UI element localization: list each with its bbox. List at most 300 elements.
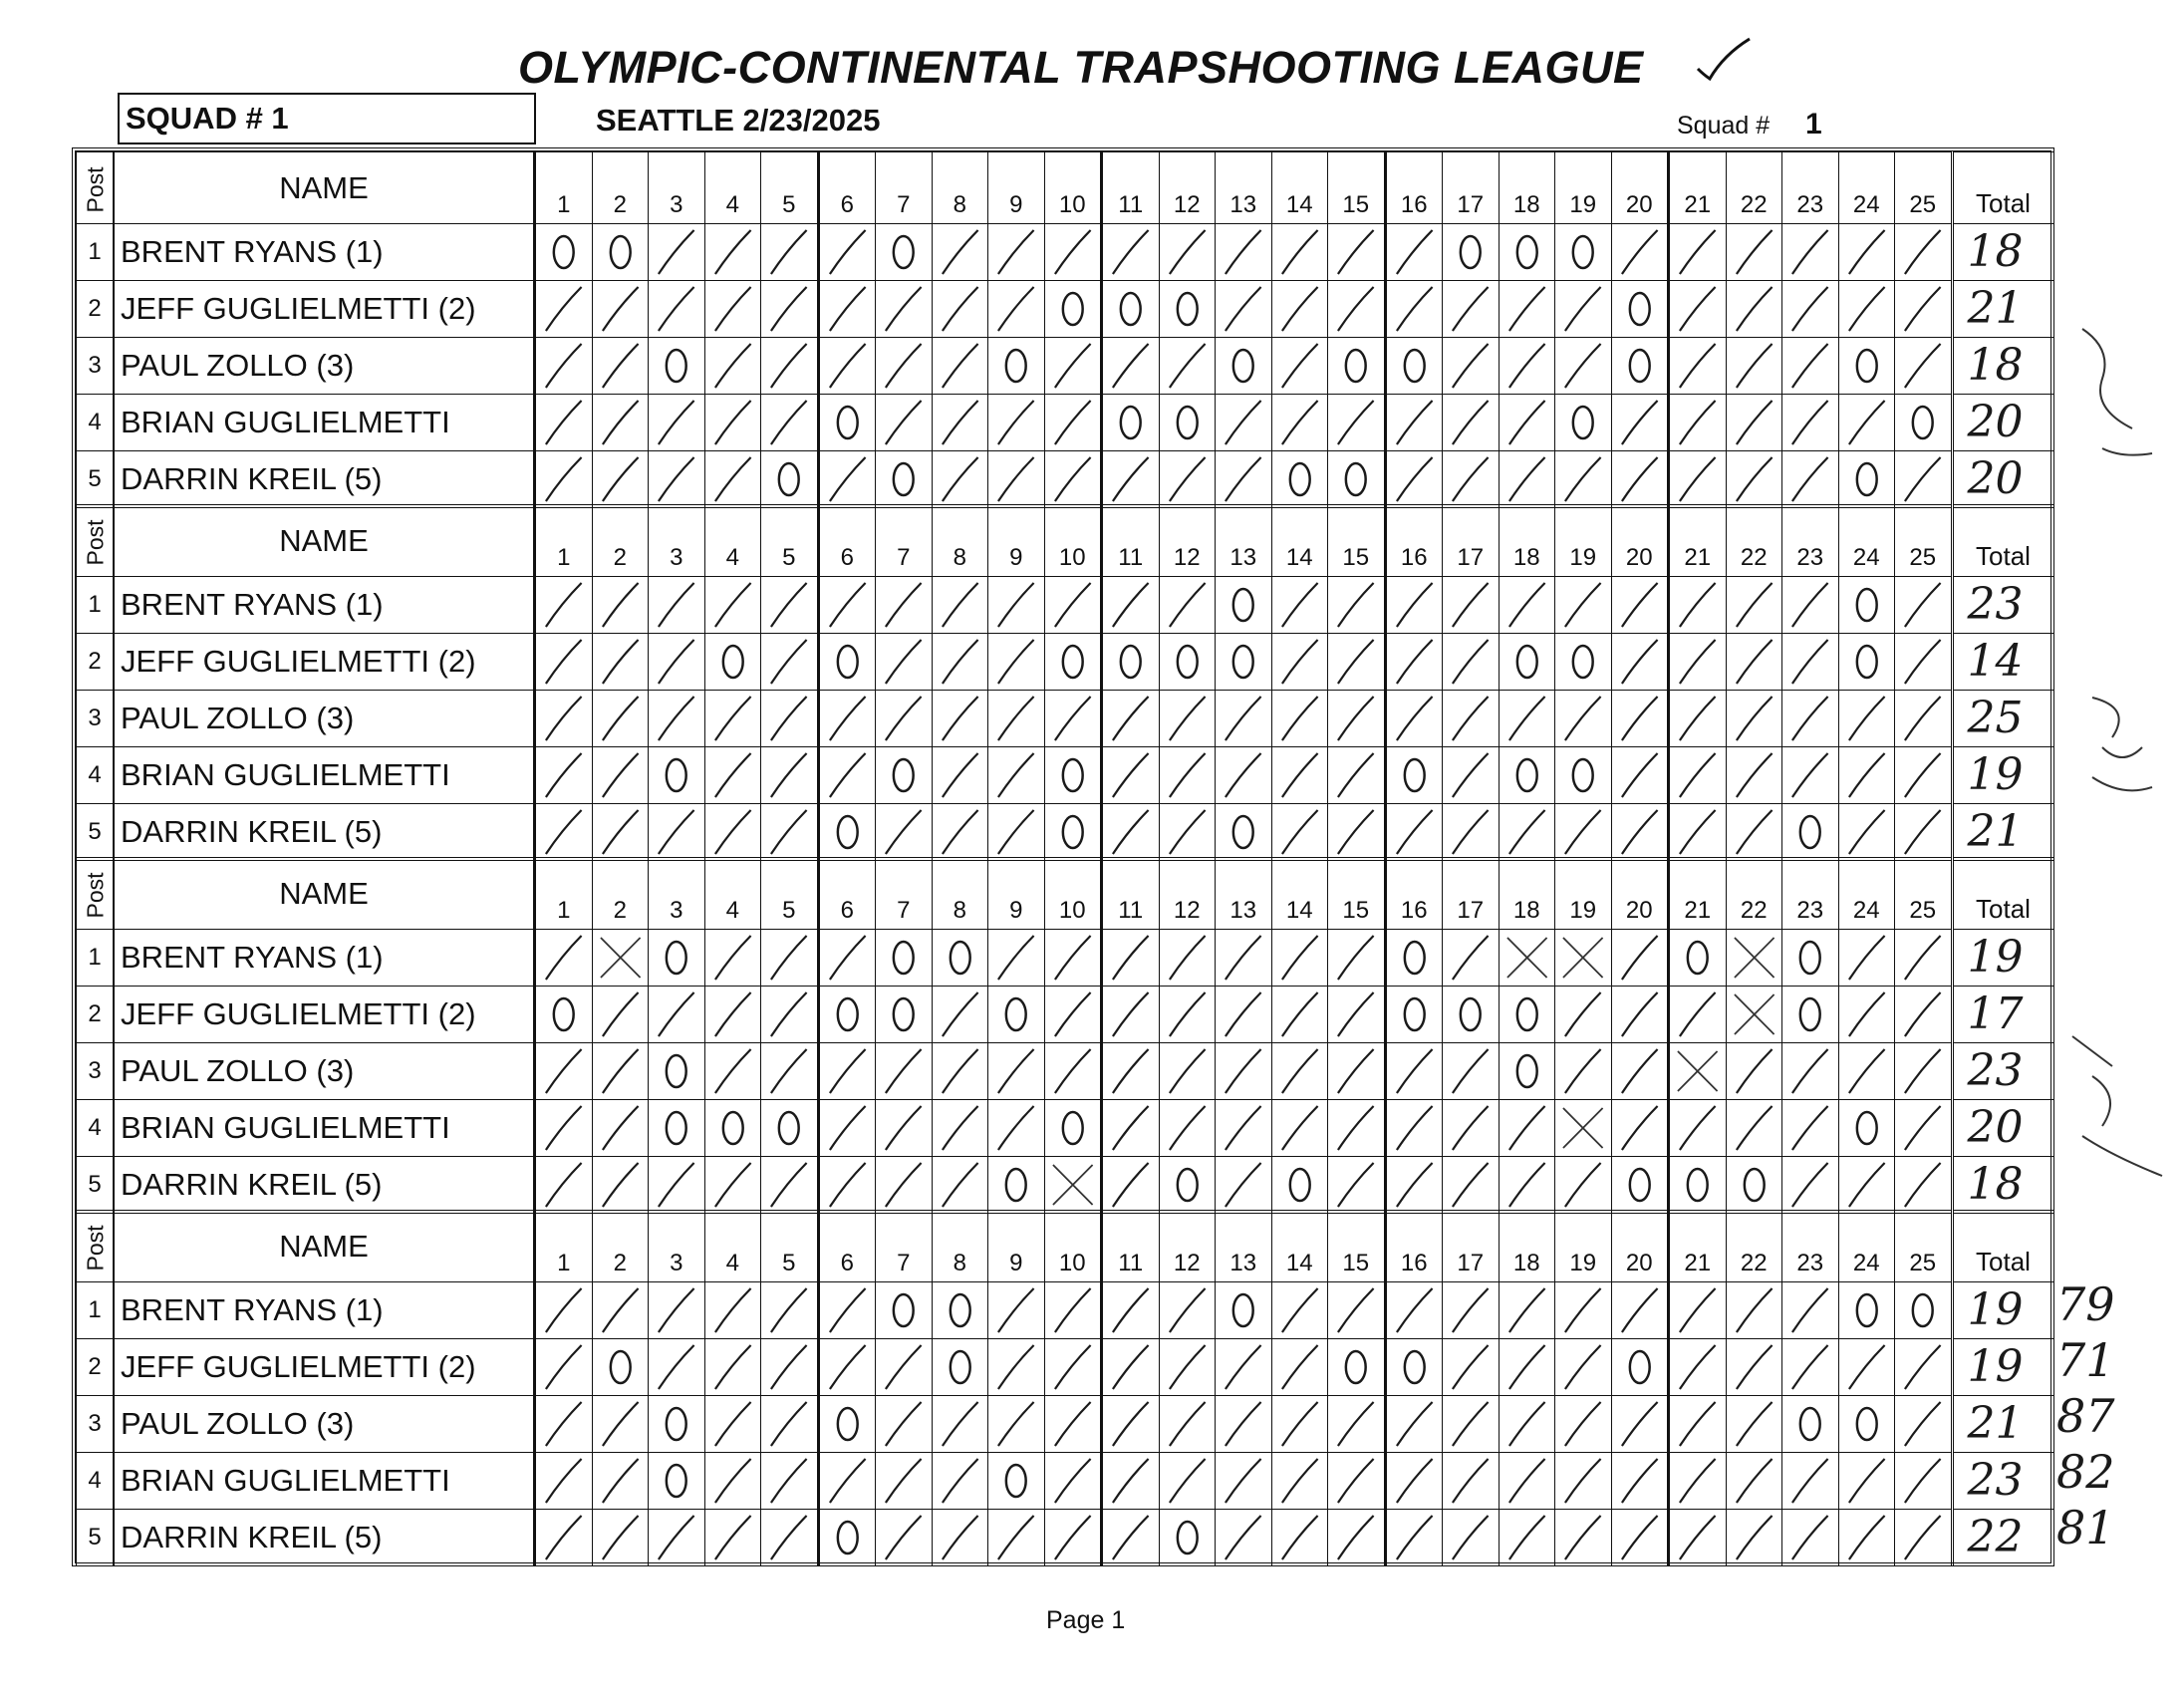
- hit-mark-icon: [1272, 747, 1328, 803]
- shooter-row: [77, 224, 2054, 281]
- target-cell: [932, 1043, 988, 1100]
- round-total: 19: [1967, 1341, 2024, 1392]
- hit-mark-icon: [593, 1510, 649, 1565]
- target-cell: [876, 804, 933, 861]
- target-cell: [592, 987, 649, 1043]
- target-cell: [818, 747, 876, 804]
- target-cell: [704, 1396, 761, 1453]
- shooter-row: [77, 1339, 2054, 1396]
- target-cell: [1044, 577, 1102, 634]
- target-cell: [876, 577, 933, 634]
- target-number-header: 11: [1102, 505, 1160, 577]
- hit-mark-icon: [1216, 930, 1271, 986]
- miss-mark-icon: [1839, 338, 1895, 394]
- target-cell: [761, 987, 819, 1043]
- hit-mark-icon: [705, 987, 761, 1042]
- target-cell: [649, 1043, 705, 1100]
- post-number: 3: [77, 1043, 115, 1100]
- target-number-header: 7: [876, 858, 933, 930]
- target-cell: [1216, 395, 1272, 451]
- target-cell: [1895, 1510, 1953, 1566]
- target-number-header: 18: [1499, 1211, 1555, 1282]
- target-cell: [1271, 987, 1328, 1043]
- target-cell: [1895, 577, 1953, 634]
- target-cell: [1044, 691, 1102, 747]
- hit-mark-icon: [1272, 1043, 1328, 1099]
- target-number-header: 8: [932, 858, 988, 930]
- miss-mark-icon: [1216, 577, 1271, 633]
- hit-mark-icon: [649, 451, 704, 507]
- hit-mark-icon: [1839, 1043, 1895, 1099]
- target-cell: [1555, 987, 1612, 1043]
- hit-mark-icon: [933, 691, 988, 746]
- target-number-header: 1: [535, 152, 593, 224]
- target-cell: [1328, 224, 1386, 281]
- hit-mark-icon: [593, 395, 649, 450]
- hit-mark-icon: [1328, 1043, 1384, 1099]
- post-number: 1: [77, 577, 115, 634]
- target-cell: [1385, 281, 1443, 338]
- hit-mark-icon: [1443, 338, 1499, 394]
- round-total: 18: [1967, 1159, 2024, 1210]
- target-cell: [704, 338, 761, 395]
- hit-mark-icon: [705, 395, 761, 450]
- target-cell: [535, 987, 593, 1043]
- target-cell: [1782, 1100, 1839, 1157]
- target-cell: [649, 577, 705, 634]
- target-number-header: 2: [592, 858, 649, 930]
- target-cell: [1443, 451, 1500, 508]
- target-cell: [932, 1157, 988, 1214]
- shooter-name: BRIAN GUGLIELMETTI: [114, 1453, 535, 1510]
- hit-mark-icon: [1839, 804, 1895, 860]
- miss-mark-icon: [1500, 1043, 1555, 1099]
- target-cell: [1271, 634, 1328, 691]
- miss-mark-icon: [1670, 1157, 1726, 1213]
- miss-mark-icon: [1443, 987, 1499, 1042]
- hit-mark-icon: [593, 1157, 649, 1213]
- hit-mark-icon: [1387, 281, 1443, 337]
- round-total: 19: [1967, 749, 2024, 800]
- target-cell: [535, 1453, 593, 1510]
- hit-mark-icon: [1272, 338, 1328, 394]
- hit-mark-icon: [876, 1339, 932, 1395]
- target-cell: [535, 634, 593, 691]
- hit-mark-icon: [1555, 987, 1611, 1042]
- target-cell: [1102, 691, 1160, 747]
- miss-mark-icon: [705, 634, 761, 690]
- target-cell: [1328, 634, 1386, 691]
- target-cell: [592, 747, 649, 804]
- target-number-header: 9: [988, 1211, 1045, 1282]
- post-number: 3: [77, 338, 115, 395]
- target-cell: [1895, 338, 1953, 395]
- shooter-row: [77, 930, 2054, 987]
- round-total: 19: [1967, 932, 2024, 983]
- hit-mark-icon: [1727, 1043, 1782, 1099]
- miss-mark-icon: [988, 1453, 1044, 1509]
- target-cell: [1895, 747, 1953, 804]
- shooter-row: [77, 1510, 2054, 1566]
- hit-mark-icon: [705, 1043, 761, 1099]
- post-header: Post: [77, 505, 115, 577]
- target-number-header: 20: [1611, 152, 1669, 224]
- post-number: 4: [77, 1453, 115, 1510]
- target-cell: [1159, 1282, 1216, 1339]
- post-number: 2: [77, 1339, 115, 1396]
- target-cell: [704, 1043, 761, 1100]
- hit-mark-icon: [1272, 577, 1328, 633]
- target-cell: [1216, 1100, 1272, 1157]
- miss-mark-icon: [1839, 577, 1895, 633]
- hit-mark-icon: [1216, 1453, 1271, 1509]
- hit-mark-icon: [933, 451, 988, 507]
- target-cell: [1555, 395, 1612, 451]
- target-cell: [1669, 281, 1727, 338]
- target-cell: [1216, 634, 1272, 691]
- target-cell: [761, 1339, 819, 1396]
- target-cell: [932, 1396, 988, 1453]
- target-number-header: 5: [761, 1211, 819, 1282]
- target-cell: [592, 1339, 649, 1396]
- target-cell: [1044, 1396, 1102, 1453]
- target-number-header: 9: [988, 858, 1045, 930]
- target-cell: [818, 1453, 876, 1510]
- hit-mark-icon: [593, 577, 649, 633]
- check-mark-icon: [1694, 35, 1754, 85]
- target-cell: [818, 338, 876, 395]
- target-cell: [1782, 1157, 1839, 1214]
- target-cell: [1216, 338, 1272, 395]
- target-cell: [704, 224, 761, 281]
- target-cell: [1555, 577, 1612, 634]
- hit-mark-icon: [1727, 1396, 1782, 1452]
- target-cell: [1838, 1339, 1895, 1396]
- shooter-row: [77, 451, 2054, 508]
- target-cell: [1271, 395, 1328, 451]
- target-number-header: 4: [704, 858, 761, 930]
- target-cell: [1611, 634, 1669, 691]
- hit-mark-icon: [876, 1510, 932, 1565]
- shooter-name: BRIAN GUGLIELMETTI: [114, 747, 535, 804]
- hit-mark-icon: [1612, 987, 1668, 1042]
- hit-mark-icon: [536, 1282, 592, 1338]
- target-cell: [1216, 691, 1272, 747]
- hit-mark-icon: [1839, 1339, 1895, 1395]
- grand-total-5: 81: [2056, 1501, 2115, 1554]
- hit-mark-icon: [1328, 577, 1384, 633]
- target-cell: [818, 224, 876, 281]
- miss-mark-icon: [1160, 634, 1216, 690]
- hit-mark-icon: [876, 395, 932, 450]
- hit-mark-icon: [1328, 1453, 1384, 1509]
- round-table: [76, 857, 2054, 1214]
- target-cell: [988, 451, 1045, 508]
- round-total: 25: [1967, 693, 2024, 743]
- target-cell: [1443, 224, 1500, 281]
- miss-mark-icon: [1782, 987, 1838, 1042]
- hit-mark-icon: [1045, 1339, 1101, 1395]
- target-cell: [1555, 634, 1612, 691]
- hit-mark-icon: [1387, 691, 1443, 746]
- target-cell: [592, 804, 649, 861]
- target-number-header: 13: [1216, 152, 1272, 224]
- round-total-cell: [1952, 930, 2053, 987]
- hit-mark-icon: [1160, 224, 1216, 280]
- hit-mark-icon: [761, 930, 817, 986]
- target-cell: [1555, 1510, 1612, 1566]
- hit-mark-icon: [1555, 281, 1611, 337]
- target-cell: [1499, 1339, 1555, 1396]
- hit-mark-icon: [1782, 338, 1838, 394]
- target-cell: [1838, 451, 1895, 508]
- target-number-header: 4: [704, 505, 761, 577]
- hit-mark-icon: [593, 338, 649, 394]
- target-cell: [1443, 1043, 1500, 1100]
- post-number: 2: [77, 987, 115, 1043]
- target-number-header: 3: [649, 1211, 705, 1282]
- post-number: 1: [77, 1282, 115, 1339]
- target-cell: [1611, 987, 1669, 1043]
- target-cell: [1555, 281, 1612, 338]
- target-cell: [704, 804, 761, 861]
- target-cell: [1555, 224, 1612, 281]
- target-cell: [1499, 987, 1555, 1043]
- target-cell: [1159, 747, 1216, 804]
- target-cell: [535, 281, 593, 338]
- target-cell: [1611, 1339, 1669, 1396]
- target-cell: [704, 634, 761, 691]
- hit-mark-icon: [761, 1282, 817, 1338]
- target-cell: [1044, 451, 1102, 508]
- target-cell: [1443, 1157, 1500, 1214]
- hit-mark-icon: [593, 1100, 649, 1156]
- target-cell: [592, 1510, 649, 1566]
- hit-mark-icon: [1443, 281, 1499, 337]
- hit-mark-icon: [1500, 804, 1555, 860]
- target-cell: [1385, 224, 1443, 281]
- target-cell: [876, 1282, 933, 1339]
- target-cell: [1385, 395, 1443, 451]
- target-cell: [1044, 747, 1102, 804]
- target-cell: [704, 691, 761, 747]
- target-cell: [1385, 691, 1443, 747]
- hit-mark-icon: [988, 691, 1044, 746]
- target-cell: [761, 1453, 819, 1510]
- miss-mark-icon: [536, 987, 592, 1042]
- hit-mark-icon: [1328, 930, 1384, 986]
- shooter-row: [77, 1043, 2054, 1100]
- target-cell: [1895, 451, 1953, 508]
- miss-mark-icon: [1045, 804, 1101, 860]
- target-cell: [704, 1282, 761, 1339]
- target-cell: [649, 634, 705, 691]
- target-cell: [1271, 281, 1328, 338]
- miss-mark-icon: [1839, 1100, 1895, 1156]
- hit-mark-icon: [1839, 281, 1895, 337]
- hit-mark-icon: [988, 224, 1044, 280]
- target-cell: [1328, 1157, 1386, 1214]
- target-cell: [761, 634, 819, 691]
- target-cell: [1102, 577, 1160, 634]
- target-cell: [1216, 1453, 1272, 1510]
- target-cell: [1385, 1100, 1443, 1157]
- hit-mark-icon: [1555, 1043, 1611, 1099]
- hit-mark-icon: [1443, 1453, 1499, 1509]
- hit-mark-icon: [705, 1157, 761, 1213]
- hit-mark-icon: [536, 395, 592, 450]
- target-cell: [1443, 634, 1500, 691]
- hit-mark-icon: [1782, 1100, 1838, 1156]
- hit-mark-icon: [705, 281, 761, 337]
- hit-mark-icon: [1727, 804, 1782, 860]
- miss-mark-icon: [1555, 224, 1611, 280]
- target-number-header: 13: [1216, 858, 1272, 930]
- target-cell: [704, 1157, 761, 1214]
- total-header: Total: [1952, 505, 2053, 577]
- hit-mark-icon: [1612, 395, 1668, 450]
- target-number-header: 25: [1895, 505, 1953, 577]
- target-number-header: 22: [1726, 505, 1782, 577]
- shooter-name: PAUL ZOLLO (3): [114, 338, 535, 395]
- round-total-cell: [1952, 1510, 2053, 1566]
- target-cell: [1159, 451, 1216, 508]
- hit-mark-icon: [1670, 281, 1726, 337]
- target-cell: [932, 281, 988, 338]
- hit-mark-icon: [820, 451, 876, 507]
- hit-mark-icon: [649, 1510, 704, 1565]
- hit-mark-icon: [1612, 1510, 1668, 1565]
- target-number-header: 23: [1782, 858, 1839, 930]
- hit-mark-icon: [649, 281, 704, 337]
- target-cell: [1385, 451, 1443, 508]
- target-cell: [1895, 395, 1953, 451]
- round-total: 18: [1967, 226, 2024, 277]
- hit-mark-icon: [761, 577, 817, 633]
- hit-mark-icon: [1727, 747, 1782, 803]
- hit-mark-icon: [1670, 804, 1726, 860]
- target-number-header: 21: [1669, 858, 1727, 930]
- target-cell: [988, 1100, 1045, 1157]
- round-table: [76, 151, 2054, 508]
- name-header: NAME: [114, 152, 535, 224]
- target-cell: [1555, 1453, 1612, 1510]
- target-number-header: 21: [1669, 152, 1727, 224]
- miss-mark-icon: [1045, 634, 1101, 690]
- hit-mark-icon: [1612, 1396, 1668, 1452]
- hit-mark-icon: [536, 1100, 592, 1156]
- hit-mark-icon: [1782, 1043, 1838, 1099]
- hit-mark-icon: [1272, 691, 1328, 746]
- hit-mark-icon: [1555, 1453, 1611, 1509]
- hit-mark-icon: [1500, 1282, 1555, 1338]
- target-cell: [1102, 1100, 1160, 1157]
- post-number: 3: [77, 1396, 115, 1453]
- target-cell: [1669, 1396, 1727, 1453]
- hit-mark-icon: [1160, 1282, 1216, 1338]
- target-number-header: 11: [1102, 1211, 1160, 1282]
- target-cell: [1669, 1282, 1727, 1339]
- hit-mark-icon: [1443, 1157, 1499, 1213]
- target-cell: [1385, 747, 1443, 804]
- hit-mark-icon: [536, 338, 592, 394]
- target-number-header: 19: [1555, 505, 1612, 577]
- hit-mark-icon: [1670, 338, 1726, 394]
- miss-mark-icon: [1500, 634, 1555, 690]
- hit-mark-icon: [1500, 1396, 1555, 1452]
- hit-mark-icon: [933, 395, 988, 450]
- target-cell: [1216, 1396, 1272, 1453]
- hit-mark-icon: [1160, 1396, 1216, 1452]
- post-number: 5: [77, 451, 115, 508]
- hit-mark-icon: [1103, 1396, 1159, 1452]
- target-cell: [535, 1339, 593, 1396]
- miss-mark-icon: [876, 987, 932, 1042]
- target-cell: [818, 1100, 876, 1157]
- miss-mark-icon: [649, 1396, 704, 1452]
- hit-mark-icon: [761, 987, 817, 1042]
- hit-mark-icon: [1160, 1339, 1216, 1395]
- round-total-cell: [1952, 1339, 2053, 1396]
- target-cell: [1669, 1339, 1727, 1396]
- target-cell: [1044, 930, 1102, 987]
- target-number-header: 1: [535, 858, 593, 930]
- target-cell: [1385, 930, 1443, 987]
- hit-mark-icon: [1500, 1510, 1555, 1565]
- target-cell: [1216, 1043, 1272, 1100]
- target-cell: [761, 281, 819, 338]
- hit-mark-icon: [536, 1339, 592, 1395]
- target-cell: [1499, 747, 1555, 804]
- miss-mark-icon: [876, 224, 932, 280]
- target-cell: [876, 338, 933, 395]
- target-number-header: 6: [818, 1211, 876, 1282]
- hit-mark-icon: [1160, 451, 1216, 507]
- target-cell: [1328, 1396, 1386, 1453]
- target-cell: [1782, 224, 1839, 281]
- target-cell: [1499, 1043, 1555, 1100]
- target-number-header: 24: [1838, 152, 1895, 224]
- target-cell: [649, 1396, 705, 1453]
- target-cell: [1669, 1157, 1727, 1214]
- target-cell: [876, 395, 933, 451]
- target-cell: [1669, 804, 1727, 861]
- hit-mark-icon: [1103, 1453, 1159, 1509]
- target-cell: [1044, 804, 1102, 861]
- target-cell: [818, 987, 876, 1043]
- round-total-cell: [1952, 1282, 2053, 1339]
- hit-mark-icon: [1727, 395, 1782, 450]
- hit-mark-icon: [536, 1396, 592, 1452]
- miss-mark-icon: [1216, 338, 1271, 394]
- hit-mark-icon: [1045, 224, 1101, 280]
- hit-mark-icon: [1612, 804, 1668, 860]
- round-total: 14: [1967, 636, 2024, 687]
- target-cell: [1044, 1339, 1102, 1396]
- target-cell: [1669, 1510, 1727, 1566]
- hit-mark-icon: [1160, 747, 1216, 803]
- miss-mark-icon: [1839, 451, 1895, 507]
- round-total: 21: [1967, 283, 2024, 334]
- post-header: Post: [77, 152, 115, 224]
- hit-mark-icon: [876, 1453, 932, 1509]
- target-cell: [1159, 634, 1216, 691]
- target-cell: [1385, 1453, 1443, 1510]
- hit-mark-icon: [1500, 1453, 1555, 1509]
- target-cell: [1499, 804, 1555, 861]
- target-cell: [988, 930, 1045, 987]
- target-cell: [1555, 1396, 1612, 1453]
